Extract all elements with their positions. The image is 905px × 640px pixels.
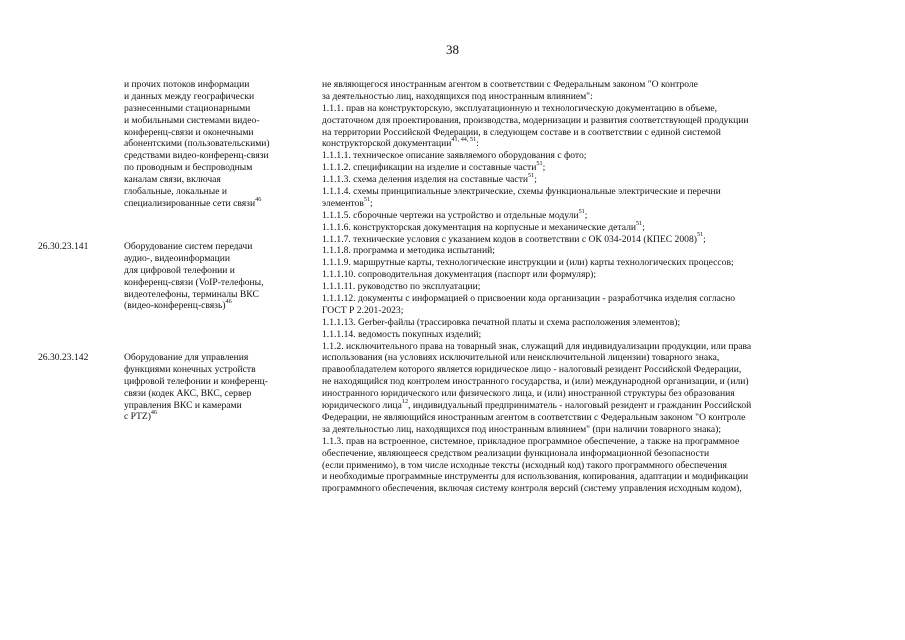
product-name-text: по проводным и беспроводным bbox=[124, 162, 253, 174]
requirement-line bbox=[322, 207, 867, 222]
requirement-text: юридического лица bbox=[322, 400, 402, 412]
footnote-ref: 46 bbox=[255, 195, 262, 203]
product-name-line bbox=[124, 265, 306, 277]
product-name-text: и данных между географически bbox=[124, 90, 255, 102]
requirement-text: и необходимые программные инструменты для использования, копирования, адаптации и модификации bbox=[322, 471, 749, 483]
requirement-text: правообладателем которого является юридическое лицо - налоговый резидент Российской Федерации, bbox=[322, 364, 742, 376]
product-name-text: связи (кодек АКС, ВКС, сервер bbox=[124, 387, 252, 399]
product-name-text: Оборудование систем передачи bbox=[124, 241, 253, 252]
requirement-text: 1.1.1.7. технические условия с указанием кодов в соответствии с ОК 034-2014 (КПЕС 2008) bbox=[322, 233, 697, 245]
product-name-text: глобальные, локальные и bbox=[124, 186, 228, 198]
requirement-text: конструкторской документации bbox=[322, 138, 452, 150]
requirement-line bbox=[322, 329, 867, 341]
product-name-text: цифровой телефонии и конференц- bbox=[124, 375, 268, 387]
requirement-text: Федерации, не являющийся иностранным агентом в соответствии с Федеральным законом "О контроле bbox=[322, 411, 746, 423]
requirement-line bbox=[322, 195, 867, 210]
product-name-line bbox=[124, 388, 306, 400]
requirement-line bbox=[322, 448, 867, 460]
requirement-line bbox=[322, 436, 867, 448]
requirement-line bbox=[322, 483, 867, 495]
requirement-line bbox=[322, 281, 867, 293]
requirement-line bbox=[322, 293, 867, 305]
footnote-ref: 12 bbox=[401, 397, 409, 405]
product-name-line bbox=[124, 186, 306, 198]
product-name-text: разнесенными стационарными bbox=[124, 102, 251, 114]
requirement-line bbox=[322, 138, 867, 150]
requirement-line bbox=[322, 103, 867, 115]
product-name-block bbox=[124, 79, 306, 210]
product-name-line bbox=[124, 138, 306, 150]
requirement-line bbox=[322, 424, 867, 436]
requirement-line bbox=[322, 364, 867, 376]
okpd2-code-cell bbox=[38, 352, 118, 364]
product-name-line bbox=[124, 127, 306, 139]
product-name-block bbox=[124, 241, 306, 312]
product-name-text: Оборудование для управления bbox=[124, 352, 249, 363]
requirement-line bbox=[322, 352, 867, 364]
product-name-line bbox=[124, 115, 306, 127]
requirement-line bbox=[322, 162, 867, 174]
requirement-line bbox=[322, 305, 867, 317]
footnote-ref: 46 bbox=[225, 298, 232, 306]
requirement-line bbox=[322, 245, 867, 257]
requirement-text: 1.1.1.5. сборочные чертежи на устройство и отдельные модули bbox=[322, 209, 579, 221]
product-name-line bbox=[124, 352, 306, 364]
requirement-text: 1.1.1.9. маршрутные карты, технологические инструкции и (или) карты технологических процессов; bbox=[322, 257, 734, 269]
product-name-line bbox=[124, 253, 306, 265]
footnote-ref: 51 bbox=[636, 219, 643, 227]
product-name-line bbox=[124, 300, 306, 312]
product-name-line bbox=[124, 241, 306, 253]
requirement-text: за деятельностью лиц, находящихся под иностранным влиянием" (при наличии товарного знака); bbox=[322, 423, 721, 435]
footnote-ref: 51 bbox=[536, 160, 543, 168]
requirement-text: ГОСТ Р 2.201-2023; bbox=[322, 304, 404, 316]
requirement-text: использования (на условиях исключительной или неисключительной лицензии) товарного знака, bbox=[322, 352, 720, 364]
product-name-text: управления ВКС и камерами bbox=[124, 399, 242, 411]
product-name-text: средствами видео-конференц-связи bbox=[124, 150, 269, 162]
requirement-text-tail: ; bbox=[542, 162, 546, 174]
requirement-text: 1.1.1.4. схемы принципиальные электрические, схемы функциональные электрические и перечни bbox=[322, 186, 721, 198]
product-name-text: (видео-конференц-связь) bbox=[124, 300, 226, 312]
requirement-text: за деятельностью лиц, находящихся под иностранным влиянием": bbox=[322, 90, 593, 102]
footnote-ref: 51 bbox=[528, 171, 535, 179]
okpd2-code-cell bbox=[38, 241, 118, 253]
product-name-line bbox=[124, 364, 306, 376]
requirement-line bbox=[322, 186, 867, 198]
product-name-text: функциями конечных устройств bbox=[124, 363, 256, 375]
requirement-text: 1.1.1.11. руководство по эксплуатации; bbox=[322, 281, 481, 293]
footnote-ref: 51 bbox=[578, 207, 585, 215]
product-name-line bbox=[124, 174, 306, 186]
requirement-text-tail: , индивидуальный предприниматель - налоговый резидент и гражданин Российской bbox=[408, 400, 752, 412]
footnote-ref: 41, 44, 51 bbox=[451, 136, 477, 144]
product-name-line bbox=[124, 103, 306, 115]
requirement-line bbox=[322, 397, 867, 412]
requirement-text-tail: : bbox=[476, 138, 479, 150]
requirement-line bbox=[322, 219, 867, 234]
product-name-line bbox=[124, 150, 306, 162]
product-name-line bbox=[124, 79, 306, 91]
product-name-text: и мобильными системами видео- bbox=[124, 114, 260, 126]
requirement-text-tail: ; bbox=[534, 174, 537, 186]
requirement-line bbox=[322, 460, 867, 472]
product-name-line bbox=[124, 162, 306, 174]
requirement-text: 1.1.1.12. документы с информацией о присвоении кода организации - разработчика изделия согласно bbox=[322, 293, 736, 305]
requirement-text: программного обеспечения, включая систему контроля версий (систему управления исходным кодом), bbox=[322, 483, 742, 495]
requirement-text: 1.1.2. исключительного права на товарный знак, служащий для индивидуализации продукции, или права bbox=[322, 340, 752, 352]
requirement-text-tail: ; bbox=[584, 209, 588, 221]
requirement-line bbox=[322, 317, 867, 329]
requirement-text: элементов bbox=[322, 197, 364, 209]
requirement-text: иностранного юридического или физического лица, и (или) иностранной структуры без образования bbox=[322, 388, 735, 400]
requirement-text: 1.1.1.8. программа и методика испытаний; bbox=[322, 245, 495, 257]
requirement-line bbox=[322, 231, 867, 246]
product-name-text: конференц-связи и оконечными bbox=[124, 126, 254, 138]
requirement-text-tail: ; bbox=[703, 233, 706, 245]
requirement-line bbox=[322, 150, 867, 162]
requirement-text: 1.1.1. прав на конструкторскую, эксплуатационную и технологическую документацию в объеме, bbox=[322, 102, 718, 114]
requirement-line bbox=[322, 127, 867, 139]
requirement-line bbox=[322, 171, 867, 186]
product-name-text: конференц-связи (VoIP-телефоны, bbox=[124, 276, 264, 288]
requirement-text-tail: ; bbox=[370, 197, 373, 209]
requirement-text: 1.1.1.6. конструкторская документация на корпусные и механические детали bbox=[322, 221, 637, 233]
footnote-ref: 51 bbox=[363, 195, 371, 203]
requirement-text: обеспечение, являющееся средством реализации функционала информационной безопасности bbox=[322, 447, 710, 459]
requirement-text: не находящийся под контролем иностранного государства, и (или) международной организации, и (или) bbox=[322, 376, 749, 388]
product-name-line bbox=[124, 277, 306, 289]
footnote-ref: 51 bbox=[696, 231, 704, 239]
product-name-text: видеотелефоны, терминалы ВКС bbox=[124, 288, 259, 300]
footnote-ref: 46 bbox=[150, 409, 158, 417]
product-name-text: каналам связи, включая bbox=[124, 174, 221, 186]
product-name-line bbox=[124, 289, 306, 301]
okpd2-code: 26.30.23.141 bbox=[38, 241, 89, 252]
requirement-line bbox=[322, 115, 867, 127]
product-name-text: специализированные сети связи bbox=[124, 197, 256, 209]
product-name-line bbox=[124, 195, 306, 210]
page-number: 38 bbox=[446, 42, 459, 57]
requirement-line bbox=[322, 376, 867, 388]
product-name-line bbox=[124, 376, 306, 388]
requirement-text: не являющегося иностранным агентом в соответствии с Федеральным законом "О контроле bbox=[322, 79, 698, 90]
requirement-line bbox=[322, 79, 867, 91]
requirement-text-tail: ; bbox=[642, 221, 645, 233]
product-name-text: аудио-, видеоинформации bbox=[124, 252, 230, 264]
requirement-line bbox=[322, 412, 867, 424]
product-name-text: с PTZ) bbox=[124, 411, 151, 423]
product-name-text: абонентскими (пользовательскими) bbox=[124, 138, 270, 150]
requirement-text: (если применимо), в том числе исходные тексты (исходный код) такого программного обеспечения bbox=[322, 459, 727, 471]
okpd2-code: 26.30.23.142 bbox=[38, 352, 89, 363]
requirement-line bbox=[322, 91, 867, 103]
requirement-text: 1.1.1.3. схема деления изделия на составные части bbox=[322, 174, 529, 186]
requirement-text: 1.1.1.14. ведомость покупных изделий; bbox=[322, 328, 482, 340]
product-name-line bbox=[124, 91, 306, 103]
requirement-line bbox=[322, 471, 867, 483]
requirement-text: 1.1.1.2. спецификации на изделие и составные части bbox=[322, 162, 537, 174]
requirement-line bbox=[322, 341, 867, 353]
product-name-text: и прочих потоков информации bbox=[124, 79, 250, 90]
requirement-text: 1.1.1.13. Gerber-файлы (трассировка печатной платы и схема расположения элементов); bbox=[322, 316, 681, 328]
requirement-text: 1.1.3. прав на встроенное, системное, прикладное программное обеспечение, а также на программное bbox=[322, 435, 740, 447]
product-name-block bbox=[124, 352, 306, 423]
requirement-line bbox=[322, 269, 867, 281]
requirements-block bbox=[322, 79, 867, 495]
requirement-text: 1.1.1.1. техническое описание заявляемого оборудования с фото; bbox=[322, 150, 587, 162]
requirement-text: достаточном для проектирования, производства, модернизации и развития соответствующей продукции bbox=[322, 114, 749, 126]
requirement-text: 1.1.1.10. сопроводительная документация (паспорт или формуляр); bbox=[322, 269, 597, 281]
requirement-text: на территории Российской Федерации, в следующем составе и в соответствии с единой системой bbox=[322, 126, 721, 138]
requirement-line bbox=[322, 257, 867, 269]
product-name-line bbox=[124, 411, 306, 423]
product-name-text: для цифровой телефонии и bbox=[124, 264, 235, 276]
